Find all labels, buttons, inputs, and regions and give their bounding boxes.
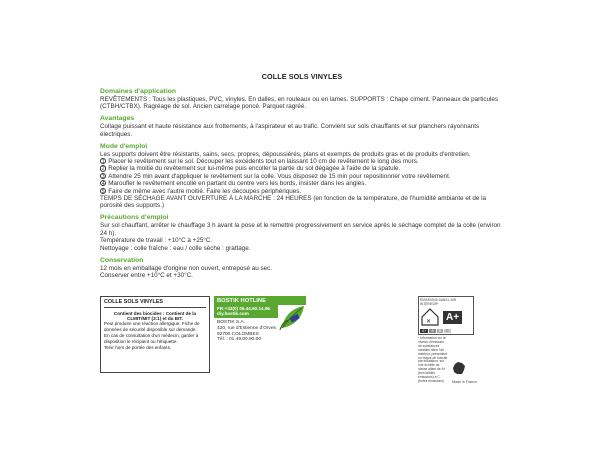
scale-item: B xyxy=(438,329,442,333)
step-number: 2 xyxy=(101,166,105,173)
scale-item: C xyxy=(446,329,449,333)
house-icon xyxy=(420,307,440,327)
air-emission-label xyxy=(418,296,478,392)
section-text: 12 mois en emballage d'origine non ouvert, entreposé au sec. xyxy=(100,264,273,272)
step-number: 1 xyxy=(101,159,105,166)
company-city: 92700 COLOMBES xyxy=(217,331,259,337)
step-text: Faire de même avec l'autre moitié. Faire les découpes périphériques. xyxy=(108,187,302,195)
section-text: Les supports doivent être résistants, sains, secs, propres, dépoussiérés, plans et exempts de produits gras et de produits d'entretien. xyxy=(100,150,471,158)
section-text: Nettoyage : colle fraîche : eau / colle sèche : grattage. xyxy=(100,244,251,252)
emission-note: * Information sur le niveau d'émission de substances volatiles dans l'air intérieur, présentant un risque de toxicité par inhalation, sur une échelle de classe allant de A+ (très faibles émissions) à C (fortes émissions) xyxy=(418,336,448,383)
emission-header: ÉMISSIONS DANS L'AIR INTÉRIEUR* xyxy=(420,298,457,306)
step-text: Placer le revêtement sur le sol. Découper les excédents tout en laissant 10 cm de revêtement le long des murs. xyxy=(108,158,419,166)
step-number: 4 xyxy=(101,181,105,188)
step-item xyxy=(100,188,504,195)
label-text: Tenir hors de portée des enfants. xyxy=(104,345,172,351)
hotline-title: BOSTIK HOTLINE xyxy=(214,296,306,305)
section-text: Collage puissant et haute résistance aux frottements, à l'aspirateur et au trafic. Convient sur sols chauffants et sur planchers rayonnants électriques. xyxy=(100,123,480,138)
label-biocide-list: CLMIT/MIT (3:1) et du BIT. xyxy=(127,316,183,322)
section-advantages xyxy=(100,115,504,138)
section-heading: Mode d'emploi xyxy=(100,142,148,150)
step-item xyxy=(100,165,504,172)
step-item xyxy=(100,173,504,180)
hotline-info xyxy=(214,305,278,318)
step-number: 3 xyxy=(101,173,105,180)
section-heading: Avantages xyxy=(100,115,135,123)
emission-scale xyxy=(420,329,472,333)
step-text: Attendre 25 min avant d'appliquer le revêtement sur la colle. Vous disposez de 15 min pour repositionner votre revêtement. xyxy=(108,172,451,180)
footer-panels xyxy=(100,296,504,392)
label-text: En cas de consultation d'un médecin, garder à disposition le récipient ou l'étiquette. xyxy=(104,333,199,344)
section-application xyxy=(100,88,504,111)
step-item xyxy=(100,180,504,187)
section-text: TEMPS DE SÉCHAGE AVANT OUVERTURE À LA MARCHE : 24 HEURES (en fonction de la température, de l'humidité ambiante et de la porosité des supports.) xyxy=(100,195,487,210)
label-title: COLLE SOLS VINYLES xyxy=(104,299,206,308)
section-instructions xyxy=(100,143,504,210)
company-phone: Tél. : 01.49.00.90.00 xyxy=(217,337,262,343)
section-heading: Précautions d'emploi xyxy=(100,214,169,222)
section-text: REVÊTEMENTS : Tous les plastiques, PVC, vinyles. En dalles, en rouleaux ou en lames. SUPPORTS : Chape ciment. Panneaux de particules (CTBH/CTBX). Ragréage de sol. Ancien carrelage poncé. Parquet ragréé. xyxy=(100,96,499,111)
section-precautions xyxy=(100,214,504,252)
emission-grade: A+ xyxy=(443,311,462,324)
step-text: Maroufler le revêtement encollé en partant du centre vers les bords, insister dans les angles. xyxy=(108,180,367,188)
section-heading: Domaines d'application xyxy=(100,88,177,95)
emission-box xyxy=(418,296,474,335)
made-in-france: Made in France xyxy=(452,380,477,384)
page-title: COLLE SOLS VINYLES xyxy=(261,72,343,81)
section-text: Sur sol chauffant, arrêter le chauffage 3 h avant la pose et le remettre progressivement en service après le séchage complet de la colle (environ 24 h). xyxy=(100,222,501,237)
scale-item: A+ xyxy=(422,329,427,333)
section-text: Température de travail : +10°C à +25°C. xyxy=(100,237,213,245)
label-biocide: Contient des biocides : Contient de la xyxy=(113,311,197,316)
bostik-contact xyxy=(214,296,306,344)
hotline-phone: FR:+33(0) 06.44.60.14.96 xyxy=(217,306,270,311)
step-item xyxy=(100,158,504,165)
document xyxy=(100,72,504,284)
section-heading: Conservation xyxy=(100,256,144,264)
step-number: 5 xyxy=(101,188,105,195)
safety-label xyxy=(100,296,210,373)
company-name: BOSTIK S.A. xyxy=(217,320,245,326)
section-storage xyxy=(100,257,504,280)
leaf-logo-icon xyxy=(278,304,306,330)
step-text: Replier la moitié du revêtement sur lui-même puis encoller la partie du sol dégagée à l'aide de la spatule. xyxy=(108,165,401,173)
hotline-site: diy.bostik.com xyxy=(217,311,249,317)
section-text: Conserver entre +10°C et +30°C. xyxy=(100,271,193,279)
france-map-icon xyxy=(452,361,466,375)
scale-item: A xyxy=(431,329,434,333)
svg-text:✕: ✕ xyxy=(426,319,432,325)
company-street: 420, rue d'Estienne d'Orves xyxy=(217,326,276,331)
label-text: Peut produire une réaction allergique. Fiche de données de sécurité disponible sur demande. xyxy=(104,321,200,332)
